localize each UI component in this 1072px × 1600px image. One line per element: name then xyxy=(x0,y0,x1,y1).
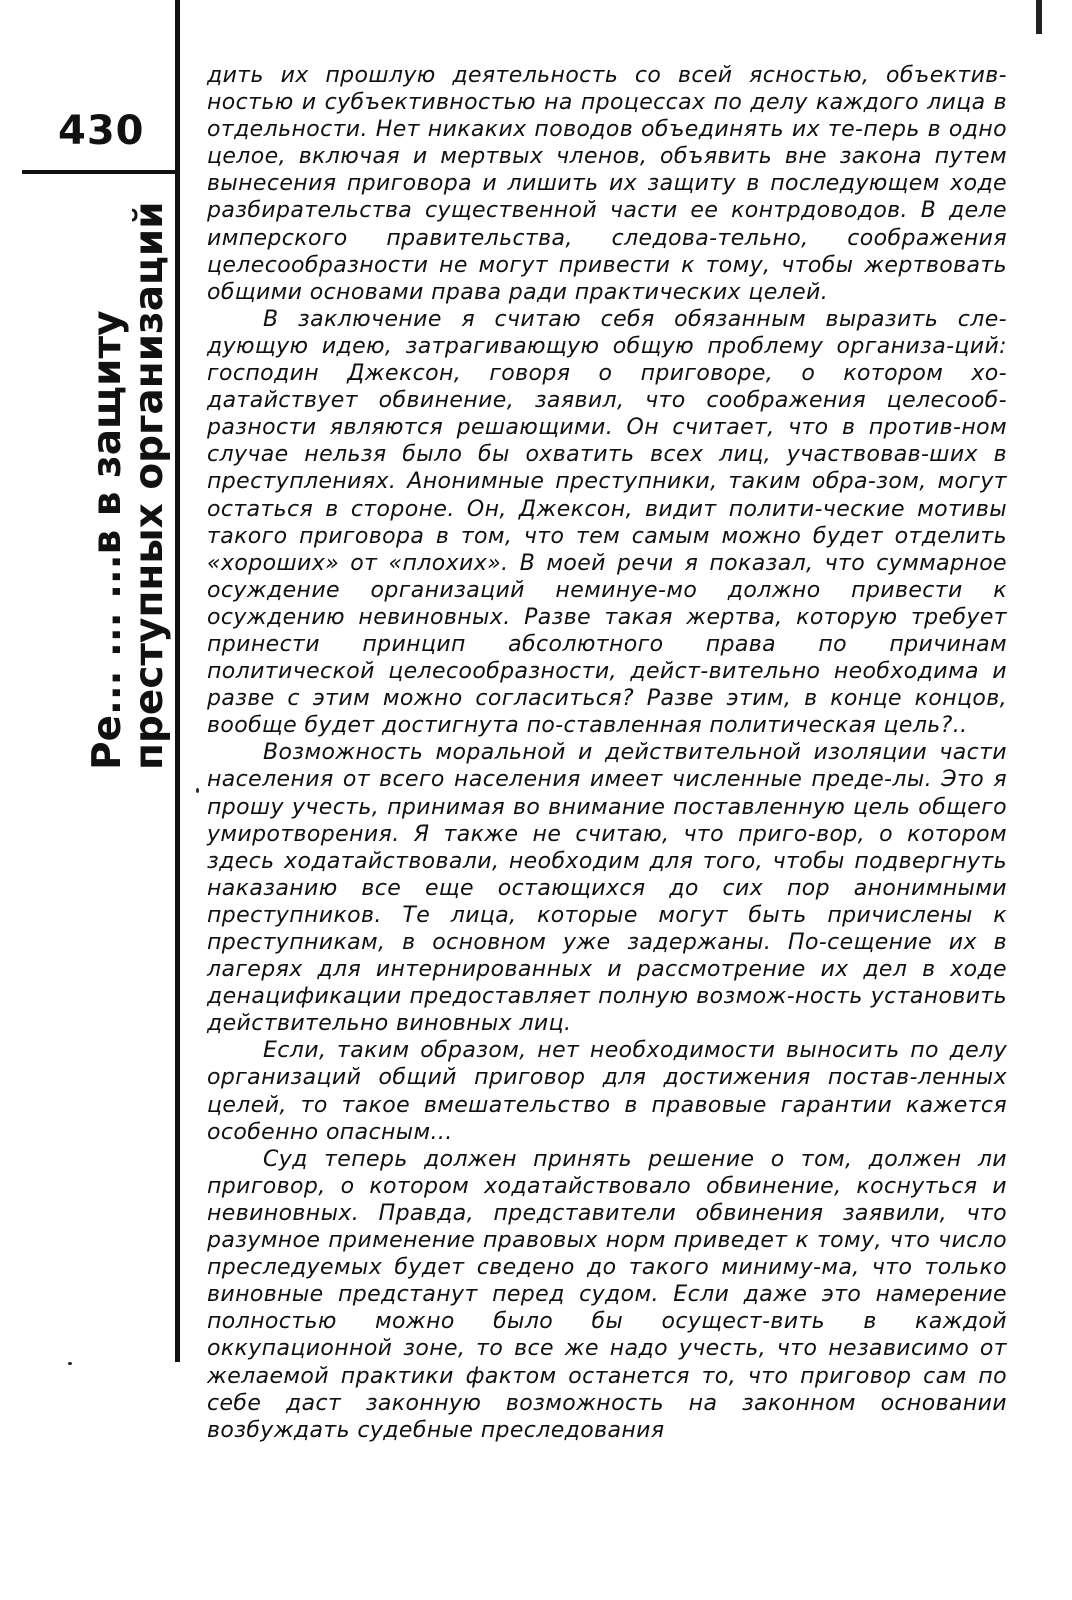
scan-edge-mark xyxy=(1036,0,1042,34)
paragraph: дить их прошлую деятельность со всей ясностью, объектив-ностью и субъективностью на процессах по делу каждого лица в отдельности. Нет никаких поводов объединять их те-перь в одно целое, включая и мертвых членов, объявить вне закона путем вынесения приговора и лишить их защиту в последующем ходе разбирательства существенной части ее контрдоводов. В деле имперского правительства, следова-тельно, соображения целесообразности не могут привести к тому, чтобы жертвовать общими основами права ради практических целей. xyxy=(207,63,1007,305)
running-head-line-2: преступных организаций xyxy=(127,201,172,770)
paragraph: Если, таким образом, нет необходимости выносить по делу организаций общий приговор для достижения постав-ленных целей, то такое вмешательство в правовые гарантии кажется особенно опасным... xyxy=(207,1038,1007,1145)
paragraph: Возможность моральной и действительной изоляции части населения от всего населения имеет численные преде-лы. Это я прошу учесть, принимая во внимание поставленную цель общего умиротворения. Я также не считаю, что приго-вор, о котором здесь ходатайствовали, необходим для того, чтобы подвергнуть наказанию все еще остающихся до сих пор анонимными преступников. Те лица, которые могут быть причислены к преступникам, в основном уже задержаны. По-сещение их в лагерях для интернированных и рассмотрение их дел в ходе денацификации предоставляет полную возмож-ность установить действительно виновных лиц. xyxy=(207,740,1007,1037)
body-text-column xyxy=(207,62,1007,1444)
paragraph: Суд теперь должен принять решение о том, должен ли приговор, о котором ходатайствовало обвинение, коснуться и невиновных. Правда, представители обвинения заявили, что разумное применение правовых норм приведет к тому, что число преследуемых будет сведено до такого миниму-ма, что только виновные предстанут перед судом. Если даже это намерение полностью можно было бы осущест-вить в каждой оккупационной зоне, то все же надо учесть, что независимо от желаемой практики фактом останется то, что приговор сам по себе даст законную возможность на законном основании возбуждать судебные преследования xyxy=(207,1146,1007,1443)
running-head-line-1: Ре... ... ...в в защиту xyxy=(85,310,130,770)
page-number-rule xyxy=(22,170,177,174)
page-number: 430 xyxy=(58,108,145,154)
margin-vertical-rule xyxy=(175,0,180,1362)
running-head xyxy=(85,180,172,770)
scan-speck xyxy=(68,1362,72,1365)
scan-speck xyxy=(196,788,199,793)
paragraph: В заключение я считаю себя обязанным выразить сле-дующую идею, затрагивающую общую проблему организа-ций: господин Джексон, говоря о приговоре, о котором хо-датайствует обвинение, заявил, что соображения целесооб-разности являются решающими. Он считает, что в против-ном случае нельзя было бы охватить всех лиц, участвовав-ших в преступлениях. Анонимные преступники, таким обра-зом, могут остаться в стороне. Он, Джексон, видит полити-ческие мотивы такого приговора в том, что тем самым можно будет отделить «хороших» от «плохих». В моей речи я показал, что суммарное осуждение организаций неминуе-мо должно привести к осуждению невиновных. Разве такая жертва, которую требует принести принцип абсолютного права по причинам политической целесообразности, дейст-вительно необходима и разве с этим можно согласиться? Разве этим, в конце концов, вообще будет достигнута по-ставленная политическая цель?.. xyxy=(207,306,1007,739)
